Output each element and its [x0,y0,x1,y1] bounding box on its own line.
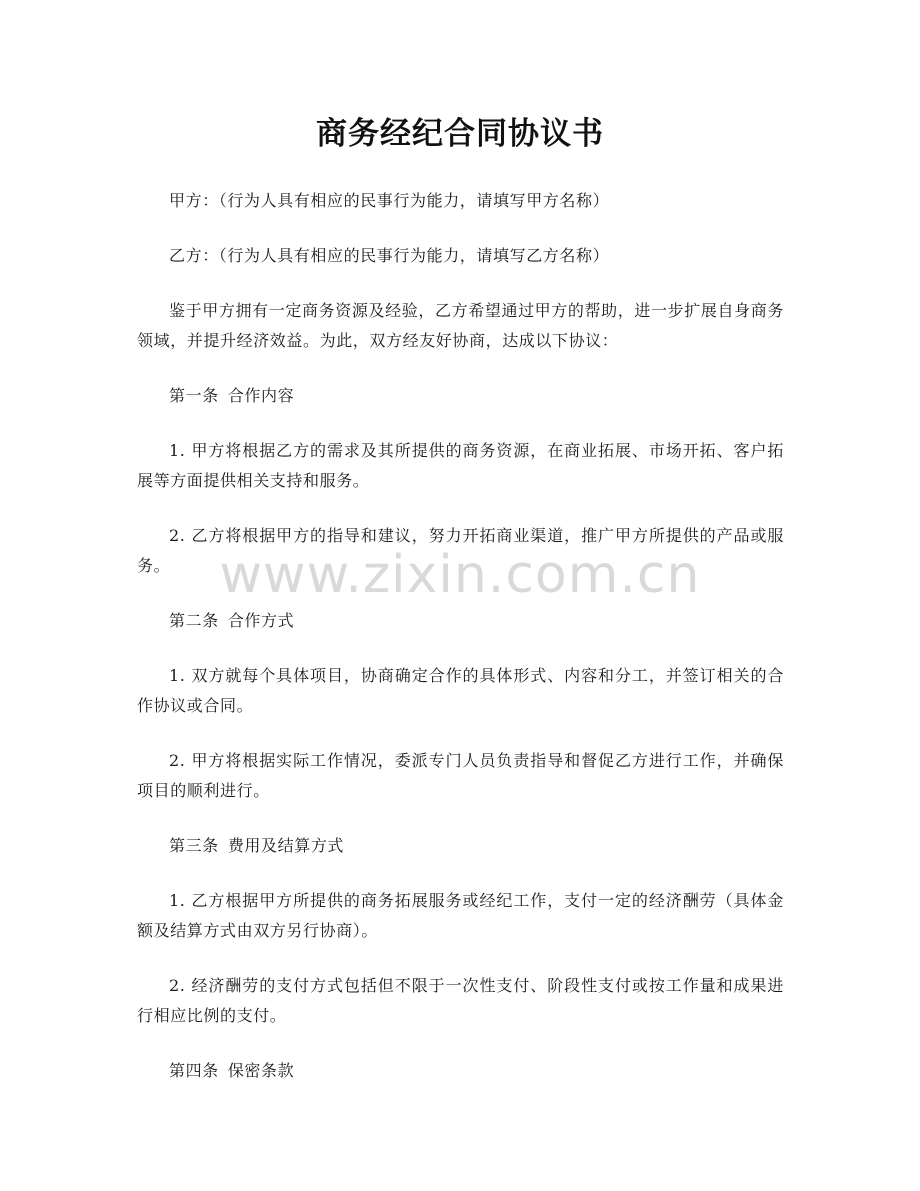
article-number: 第三条 [169,836,219,855]
article-title: 合作方式 [227,611,295,630]
clause-paragraph: 1. 甲方将根据乙方的需求及其所提供的商务资源，在商业拓展、市场开拓、客户拓展等方面提供相关支持和服务。 [137,441,784,490]
document-body [137,186,784,1111]
clause-paragraph: 1. 双方就每个具体项目，协商确定合作的具体形式、内容和分工，并签订相关的合作协议或合同。 [137,666,784,715]
article-number: 第二条 [169,611,219,630]
party-b-line: 乙方：（行为人具有相应的民事行为能力，请填写乙方名称） [169,246,610,265]
article-heading [137,831,784,861]
article-title: 合作内容 [227,386,295,405]
article-heading [137,606,784,636]
clause-paragraph: 2. 经济酬劳的支付方式包括但不限于一次性支付、阶段性支付或按工作量和成果进行相应比例的支付。 [137,976,784,1025]
party-a-line: 甲方：（行为人具有相应的民事行为能力，请填写甲方名称） [169,191,610,210]
article-number: 第一条 [169,386,219,405]
article-number: 第四条 [169,1061,219,1080]
article-heading [137,381,784,411]
article-title: 保密条款 [227,1061,295,1080]
article-heading [137,1056,784,1086]
preamble-paragraph: 鉴于甲方拥有一定商务资源及经验，乙方希望通过甲方的帮助，进一步扩展自身商务领域，并提升经济效益。为此，双方经友好协商，达成以下协议： [137,301,784,350]
watermark-text: www.zixin.com.cn [219,545,701,605]
clause-paragraph: 1. 乙方根据甲方所提供的商务拓展服务或经纪工作，支付一定的经济酬劳（具体金额及结算方式由双方另行协商）。 [137,891,784,940]
clause-paragraph: 2. 甲方将根据实际工作情况，委派专门人员负责指导和督促乙方进行工作，并确保项目的顺利进行。 [137,751,784,800]
clause-paragraph: 2. 乙方将根据甲方的指导和建议，努力开拓商业渠道，推广甲方所提供的产品或服务。 [137,526,784,575]
article-title: 费用及结算方式 [227,836,345,855]
document-title: 商务经纪合同协议书 [316,116,604,152]
